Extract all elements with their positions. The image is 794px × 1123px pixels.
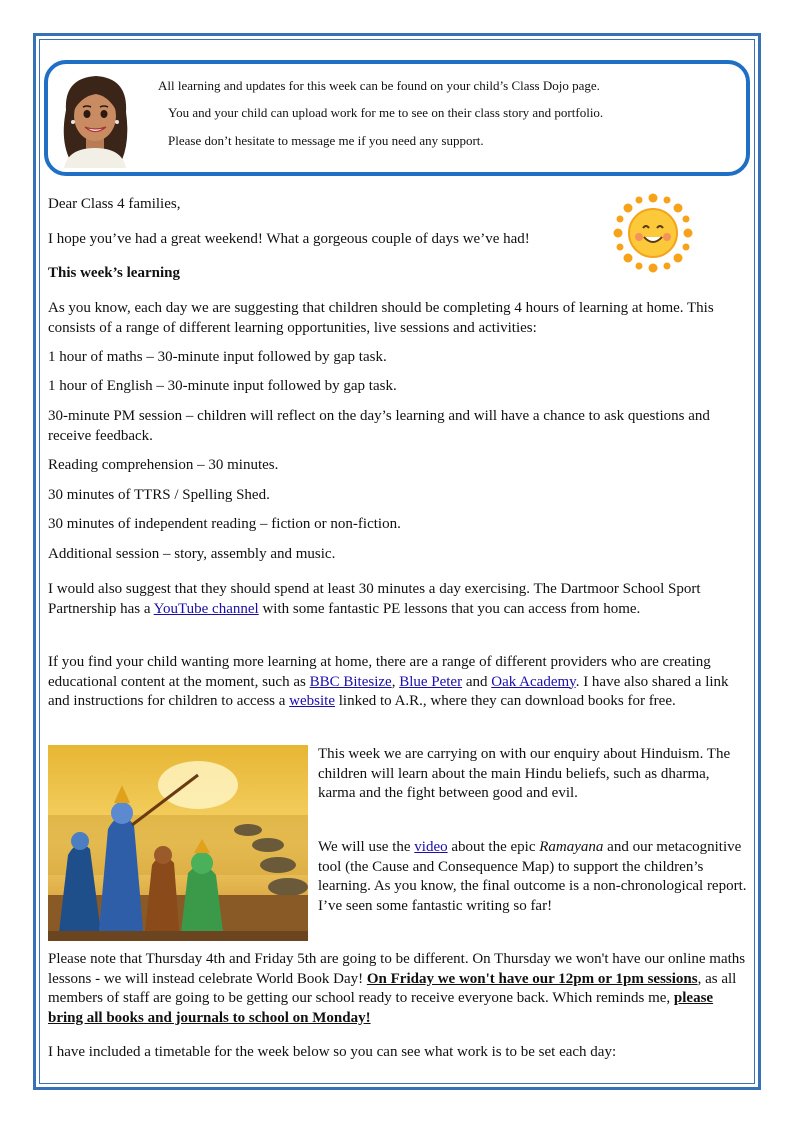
special-days-note: Please note that Thursday 4th and Friday 5th are going to be different. On Thursday we won't have our online maths lessons - we will instead celebrate World Book Day! On Friday we won't have our 12pm or 1pm sessions, as all members of staff are going to be getting our school ready to receive everyone back. Which reminds me, please bring all books and journals to school on Monday!	[48, 951, 746, 1026]
blue-peter-link[interactable]: Blue Peter	[399, 673, 463, 690]
ramayana-paragraph: We will use the video about the epic Ramayana and our metacognitive tool (the Cause and Consequence Map) to support the children’s learning. As you know, the final outcome is a non-chronological report. I’ve seen some fantastic writing so far!	[318, 839, 747, 914]
website-link[interactable]: website	[289, 693, 335, 709]
schedule-item-english: 1 hour of English – 30-minute input followed by gap task.	[48, 378, 397, 394]
greeting: Dear Class 4 families,	[48, 196, 181, 212]
intro-text: I hope you’ve had a great weekend! What a gorgeous couple of days we’ve had!	[48, 231, 530, 247]
schedule-item-additional-session: Additional session – story, assembly and music.	[48, 546, 336, 562]
schedule-item-ttrs: 30 minutes of TTRS / Spelling Shed.	[48, 487, 270, 503]
oak-academy-link[interactable]: Oak Academy	[491, 673, 576, 690]
ramayana-title: Ramayana	[539, 839, 604, 855]
ramayana-video-link[interactable]: video	[414, 839, 448, 855]
hinduism-enquiry-text: This week we are carrying on with our enquiry about Hinduism. The children will learn about the main Hindu beliefs, such as dharma, karma and the fight between good and evil.	[318, 746, 731, 801]
exercise-paragraph: I would also suggest that they should spend at least 30 minutes a day exercising. The Dartmoor School Sport Partnership has a YouTube channel with some fantastic PE lessons that you can access from home.	[48, 581, 701, 617]
bring-books-reminder: please bring all books and journals to school on Monday!	[48, 990, 714, 1026]
schedule-item-pm-session: 30-minute PM session – children will reflect on the day’s learning and will have a chance to ask questions and receive feedback.	[48, 408, 710, 444]
schedule-item-reading-comprehension: Reading comprehension – 30 minutes.	[48, 457, 279, 473]
schedule-item-independent-reading: 30 minutes of independent reading – fiction or non-fiction.	[48, 516, 401, 532]
youtube-channel-link[interactable]: YouTube channel	[153, 600, 259, 617]
overview-text: As you know, each day we are suggesting that children should be completing 4 hours of learning at home. This consists of a range of different learning opportunities, live sessions and activities:	[48, 300, 714, 336]
providers-paragraph: If you find your child wanting more learning at home, there are a range of different providers who are creating educational content at the moment, such as BBC Bitesize, Blue Peter and Oak Academy. I have also shared a link and instructions for children to access a website linked to A.R., where they can download books for free.	[48, 654, 729, 709]
ramayana-illustration	[48, 745, 308, 941]
friday-sessions-notice: On Friday we won't have our 12pm or 1pm sessions	[366, 970, 698, 987]
header-line-1: All learning and updates for this week can be found on your child’s Class Dojo page.	[158, 78, 600, 93]
teacher-avatar-icon	[56, 70, 134, 168]
header-line-2: You and your child can upload work for me to see on their class story and portfolio.	[168, 105, 604, 120]
timetable-intro: I have included a timetable for the week below so you can see what work is to be set each day:	[48, 1044, 617, 1060]
section-title: This week’s learning	[48, 265, 180, 281]
header-line-3: Please don’t hesitate to message me if you need any support.	[168, 133, 484, 148]
bbc-bitesize-link[interactable]: BBC Bitesize	[309, 673, 392, 690]
schedule-item-maths: 1 hour of maths – 30-minute input followed by gap task.	[48, 349, 387, 365]
